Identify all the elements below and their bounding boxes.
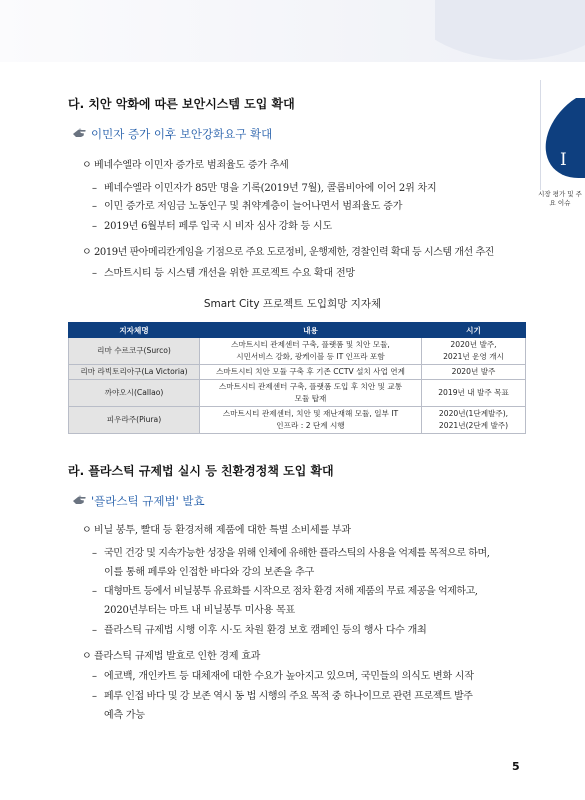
hand-pointer-icon	[72, 494, 87, 506]
bullet-item: ㅇ 2019년 판아메리칸게임을 기점으로 주요 도로정비, 운행제한, 경찰인력 확대 등 시스템 개선 추진	[82, 247, 494, 258]
sub-item: – 대형마트 등에서 비닐봉투 유료화를 시작으로 점차 환경 저해 제품의 무료 제공을 억제하고,	[92, 586, 478, 597]
table-cell-period: 2020년 발주, 2021년 운영 개시	[422, 338, 526, 365]
sub-item: – 이민 증가로 저임금 노동인구 및 취약계층이 늘어나면서 범죄율도 증가	[92, 201, 403, 212]
table-cell-name: 리마 수르코구(Surco)	[69, 338, 200, 365]
table-title: Smart City 프로젝트 도입희망 지자체	[203, 298, 382, 310]
table-cell-period: 2020년 발주	[422, 365, 526, 380]
sub-item-cont: 예측 가능	[104, 710, 145, 721]
table-header: 시기	[422, 323, 526, 338]
table-row	[69, 407, 526, 434]
table-row	[69, 365, 526, 380]
table-cell-period: 2019년 내 발주 목표	[422, 380, 526, 407]
sub-item: – 베네수엘라 이민자가 85만 명을 기록(2019년 7월), 콜롬비아에 이어 2위 차지	[92, 183, 437, 194]
sub-item: – 페루 인접 바다 및 강 보존 역시 동 법 시행의 주요 목적 중 하나이므로 관련 프로젝트 발주	[92, 691, 473, 702]
chapter-tab	[540, 98, 585, 178]
table-row	[69, 338, 526, 365]
sub-item-cont: 2020년부터는 마트 내 비닐봉투 미사용 목표	[104, 605, 295, 616]
bullet-item: ㅇ 플라스틱 규제법 발효로 인한 경제 효과	[82, 651, 261, 662]
subheading-ra: '플라스틱 규제법' 발효	[72, 493, 205, 509]
table-cell-name: 피우라주(Piura)	[69, 407, 200, 434]
sub-item: – 2019년 6월부터 페루 입국 시 비자 심사 강화 등 시도	[92, 221, 332, 232]
table-cell-period: 2020년(1단계발주), 2021년(2단계 발주)	[422, 407, 526, 434]
smart-city-table	[68, 322, 526, 434]
sub-item-cont: 이를 통해 페루와 인접한 바다와 강의 보존을 추구	[104, 567, 315, 578]
table-cell-content: 스마트시티 치안 모듈 구축 후 기존 CCTV 설치 사업 연계	[200, 365, 422, 380]
bullet-item: ㅇ 베네수엘라 이민자 증가로 범죄율도 증가 추세	[82, 160, 289, 171]
table-cell-content: 스마트시티 관제센터, 치안 및 재난재해 모듈, 일부 IT 인프라 : 2 단계 시행	[200, 407, 422, 434]
hand-pointer-icon	[72, 127, 87, 139]
subheading-da: 이민자 증가 이후 보안강화요구 확대	[72, 126, 272, 142]
table-cell-content: 스마트시티 관제센터 구축, 플랫폼 도입 후 치안 및 교통 모듈 탑재	[200, 380, 422, 407]
table-header: 지자체명	[69, 323, 200, 338]
sub-item: – 플라스틱 규제법 시행 이후 시·도 차원 환경 보호 캠페인 등의 행사 다수 개최	[92, 625, 427, 636]
chapter-label: 시장 평가 및 주요 이슈	[538, 190, 582, 207]
chapter-numeral: I	[560, 150, 567, 170]
sub-item: – 스마트시티 등 시스템 개선을 위한 프로젝트 수요 확대 전망	[92, 268, 355, 279]
sub-item: – 국민 건강 및 지속가능한 성장을 위해 인체에 유해한 플라스틱의 사용을 억제를 목적으로 하며,	[92, 548, 490, 559]
bullet-item: ㅇ 비닐 봉투, 빨대 등 환경저해 제품에 대한 특별 소비세를 부과	[82, 525, 351, 536]
page-number: 5	[512, 760, 520, 773]
table-cell-content: 스마트시티 관제센터 구축, 플랫폼 및 치안 모듈, 시민서비스 강화, 광케이블 등 IT 인프라 포함	[200, 338, 422, 365]
section-title-da: 다. 치안 악화에 따른 보안시스템 도입 확대	[68, 97, 295, 111]
table-header-row	[69, 323, 526, 338]
header-swoosh	[435, 0, 585, 62]
table-header: 내용	[200, 323, 422, 338]
section-title-ra: 라. 플라스틱 규제법 실시 등 친환경정책 도입 확대	[68, 464, 334, 478]
table-cell-name: 리마 라빅토리아구(La Victoria)	[69, 365, 200, 380]
table-row	[69, 380, 526, 407]
table-cell-name: 까야오시(Callao)	[69, 380, 200, 407]
sub-item: – 에코백, 개인카트 등 대체재에 대한 수요가 높아지고 있으며, 국민들의 의식도 변화 시작	[92, 671, 474, 682]
